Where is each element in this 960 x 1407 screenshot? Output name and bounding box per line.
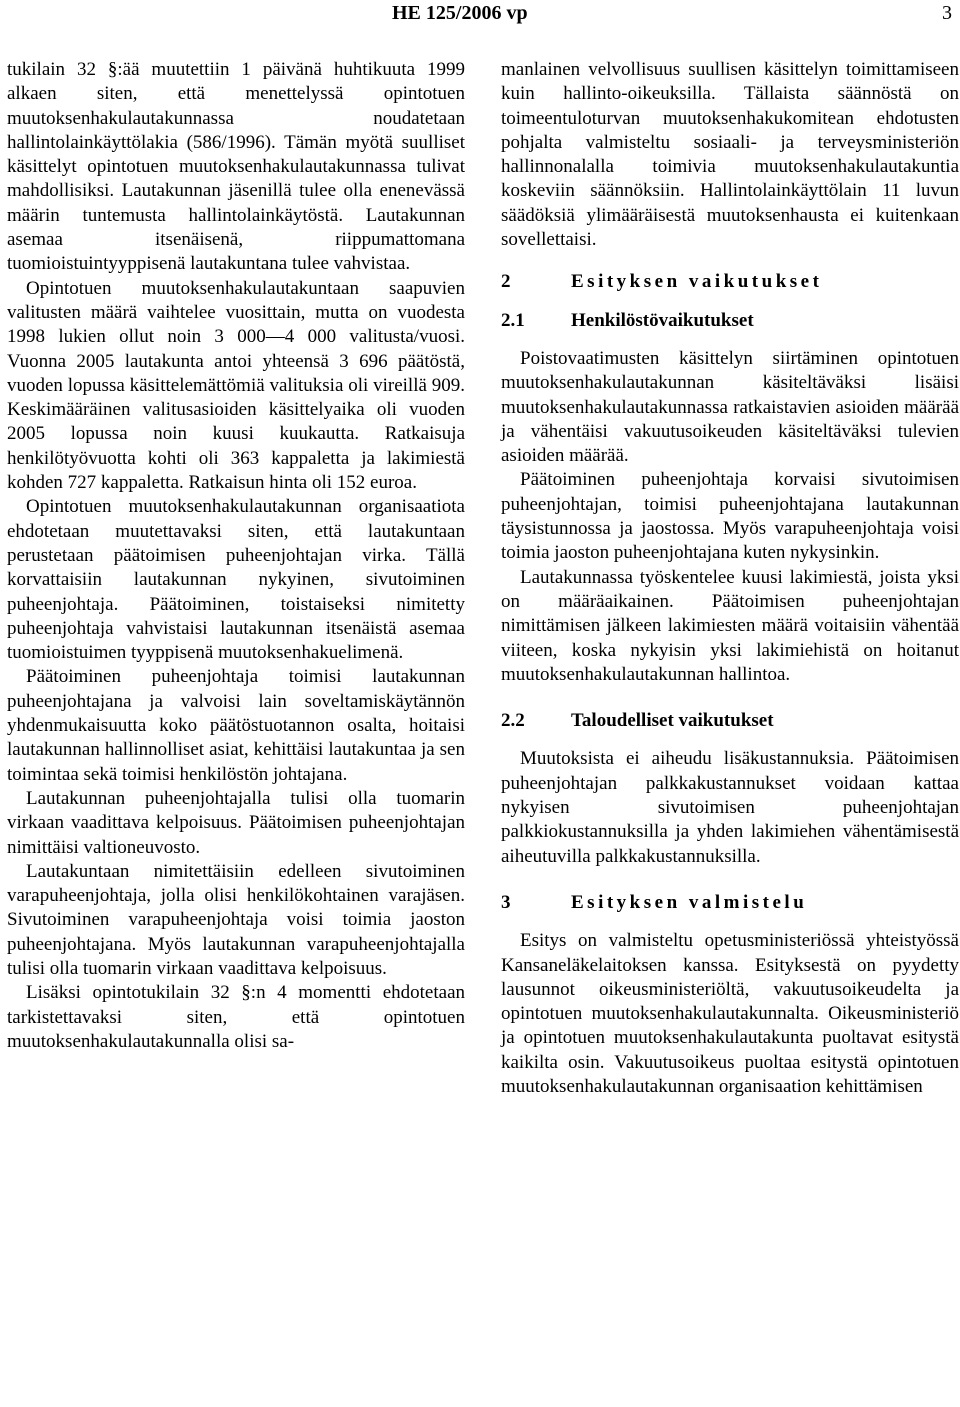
page-header bbox=[0, 0, 960, 30]
section-number: 3 bbox=[501, 891, 511, 913]
subsection-heading bbox=[501, 709, 959, 733]
document-id: HE 125/2006 vp bbox=[392, 2, 528, 24]
paragraph: Päätoiminen puheenjohtaja korvaisi sivutoimisen puheenjohtajan, toimisi puheenjohtajana lautakunnan täysistunnossa ja jaostossa. Myös varapuheenjohtaja voisi toimia jaoston puheenjohtajana kuten nykysinkin. bbox=[501, 469, 959, 564]
subsection-number: 2.2 bbox=[501, 710, 525, 732]
paragraph: Päätoiminen puheenjohtaja toimisi lautakunnan puheenjohtajana ja valvoisi lain soveltamiskäytännön yhdenmukaisuutta koko päätöstuotannon osalta, hoitaisi lautakunnan hallinnolliset asiat, kehittäisi lautakuntaa ja sen toimintaa sekä toimisi henkilöstön johtajana. bbox=[7, 666, 465, 785]
paragraph: Lautakunnan puheenjohtajalla tulisi olla tuomarin virkaan vaadittava kelpoisuus. Päätoimisen puheenjohtajan nimittäisi valtioneuvosto. bbox=[7, 787, 465, 858]
section-number: 2 bbox=[501, 271, 511, 293]
subsection-number: 2.1 bbox=[501, 309, 525, 331]
section-heading bbox=[501, 891, 959, 915]
section-title: Esityksen vaikutukset bbox=[571, 271, 823, 293]
paragraph: tukilain 32 §:ää muutettiin 1 päivänä huhtikuuta 1999 alkaen siten, että menettelyssä opintotuen muutoksenhakulautakunnassa noudatetaan hallintolainkäyttölakia (586/1996). Tämän myötä suulliset käsittelyt opintotuen muutoksenhakulautakunnassa tulivat mahdollisiksi. Lautakunnan jäsenillä tulee olla enenevässä määrin tuntemusta hallintolainkäytöstä. Lautakunnan asemaa itsenäisenä, riippumattomana tuomioistuintyyppisenä lautakuntana tulee vahvistaa. bbox=[7, 59, 465, 275]
paragraph: Esitys on valmisteltu opetusministeriössä yhteistyössä Kansaneläkelaitoksen kanssa. Esityksestä on pyydetty lausunnot oikeusministeriöltä, vakuutusoikeudelta ja opintotuen muutoksenhakulautakunnalta. Oikeusministeriö ja opintotuen muutoksenhakulautakunta puoltavat esitystä kaikilta osin. Vakuutusoikeus puoltaa esitystä opintotuen muutoksenhakulautakunnan organisaation kehittämisen bbox=[501, 930, 959, 1097]
page-number: 3 bbox=[942, 2, 952, 24]
paragraph: Lautakuntaan nimitettäisiin edelleen sivutoiminen varapuheenjohtaja, jolla olisi henkilökohtainen varajäsen. Sivutoiminen varapuheenjohtaja voisi toimia jaoston puheenjohtajana. Myös lautakunnan varapuheenjohtajalla tulisi olla tuomarin virkaan vaadittava kelpoisuus. bbox=[7, 860, 465, 979]
paragraph: Lisäksi opintotukilain 32 §:n 4 momentti ehdotetaan tarkistettavaksi siten, että opintotuen muutoksenhakulautakunnalla olisi sa- bbox=[7, 982, 465, 1052]
section-heading bbox=[501, 270, 959, 294]
paragraph: Muutoksista ei aiheudu lisäkustannuksia. Päätoimisen puheenjohtajan palkkakustannukset voidaan kattaa nykyisen sivutoimisen puheenjohtajan palkkiokustannuksilla ja yhden lakimiehen vähentämisestä aiheutuvilla palkkakustannuksilla. bbox=[501, 748, 959, 867]
subsection-title: Taloudelliset vaikutukset bbox=[571, 710, 774, 732]
paragraph: Poistovaatimusten käsittelyn siirtäminen opintotuen muutoksenhakulautakunnan käsiteltäväksi lisäisi muutoksenhakulautakunnassa ratkaistavien asioiden määrää ja vähentäisi vakuutusoikeuden käsiteltäväksi tulevien asioiden määrää. bbox=[501, 347, 959, 467]
right-column bbox=[501, 58, 959, 1099]
paragraph: manlainen velvollisuus suullisen käsittelyn toimittamiseen kuin hallinto-oikeuksilla. Tällaista säännöstä on toimeentuloturvan muutoksenhakukomitean ehdotusten pohjalta valmisteltu sosiaali- ja terveysministeriön hallinnonalalla toimivia muutoksenhakulautakuntia koskeviin säännöksiin. Hallintolainkäyttölain 11 luvun säädöksiä ylimääräisestä muutoksenhausta ei kuitenkaan sovellettaisi. bbox=[501, 59, 959, 251]
section-title: Esityksen valmistelu bbox=[571, 891, 808, 913]
paragraph: Lautakunnassa työskentelee kuusi lakimiestä, joista yksi on määräaikainen. Päätoimisen puheenjohtajan nimittämisen jälkeen lakimiesten määrä voitaisiin vähentää viiteen, koska nykyisin yksi lakimiehistä on hoitanut muutoksenhakulautakunnan hallintoa. bbox=[501, 566, 959, 685]
subsection-title: Henkilöstövaikutukset bbox=[571, 309, 754, 331]
paragraph: Opintotuen muutoksenhakulautakuntaan saapuvien valitusten määrä vaihtelee vuosittain, mutta on vuodesta 1998 lukien ollut noin 3 000—4 000 valitusta/vuosi. Vuonna 2005 lautakunta antoi yhteensä 3 696 päätöstä, vuoden lopussa käsittelemättömiä valituksia oli vireillä 909. Keskimääräinen valitusasioiden käsittelyaika oli vuoden 2005 lopussa noin kuusi kuukautta. Ratkaisuja henkilötyövuotta kohti oli 363 kappaletta ja lakimiestä kohden 727 kappaletta. Ratkaisun hinta oli 152 euroa. bbox=[7, 277, 465, 494]
left-column bbox=[7, 58, 465, 1054]
subsection-heading bbox=[501, 309, 959, 333]
paragraph: Opintotuen muutoksenhakulautakunnan organisaatiota ehdotetaan muutettavaksi siten, että lautakuntaan perustetaan päätoimisen puheenjohtajan virka. Tällä korvattaisiin lautakunnan nykyinen, sivutoiminen puheenjohtaja. Päätoiminen, toistaiseksi nimitetty puheenjohtaja vahvistaisi lautakunnan itsenäistä asemaa tuomioistuimen tyyppisenä muutoksenhakuelimenä. bbox=[7, 496, 465, 664]
